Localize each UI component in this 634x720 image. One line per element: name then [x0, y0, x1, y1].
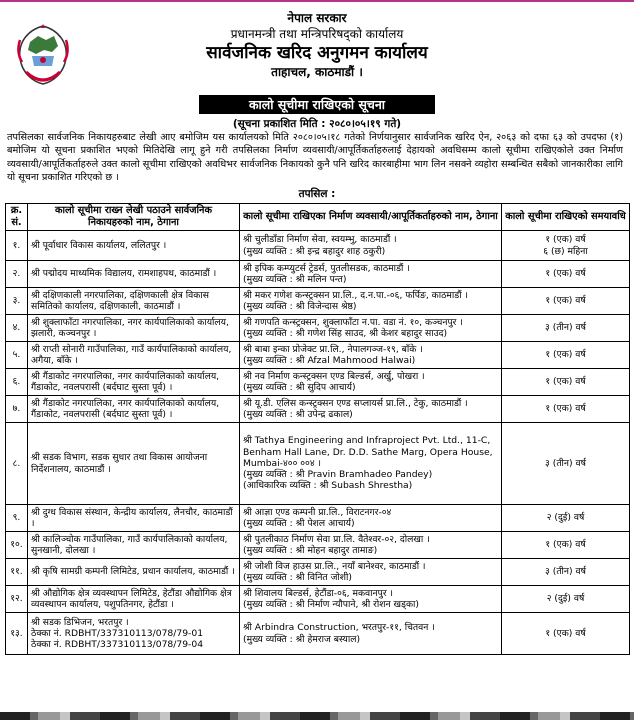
cell-period: १ (एक) वर्ष [502, 261, 630, 288]
header-office-name: सार्वजनिक खरिद अनुगमन कार्यालय [206, 43, 428, 63]
cell-contractor: श्री शिवालय बिल्डर्स, हेटौंडा-०६, मकवानपुर । (मुख्य व्यक्ति : श्री निर्माण न्यौपाने, श्री रोशन खड्का) [240, 586, 502, 613]
cell-contractor: श्री आज्ञा एण्ड कम्पनी प्रा.लि., विराटनगर-०४ (मुख्य व्यक्ति : श्री पेशल आचार्य) [240, 505, 502, 532]
cell-period: १ (एक) वर्ष [502, 342, 630, 369]
cell-serial: १२. [6, 586, 28, 613]
table-row [6, 586, 630, 613]
notice-title-banner: कालो सूचीमा राखिएको सूचना [199, 95, 435, 114]
header-agency: कालो सूचीमा राख्न लेखी पठाउने सार्वजनिक निकायहरुको नाम, ठेगाना [28, 204, 240, 231]
cell-contractor: श्री जोशी विज हाउस प्रा.लि., नयाँ बानेश्वर, काठमाडौं । (मुख्य व्यक्ति : श्री विनित जोशी) [240, 559, 502, 586]
bottom-color-bar [0, 712, 634, 720]
cell-agency: श्री सडक विभाग, सडक सुधार तथा विकास आयोजना निर्देशनालय, काठमाडौं । [28, 423, 240, 505]
cell-agency: श्री दुग्ध विकास संस्थान, केन्द्रीय कार्यालय, लैनचौर, काठमाडौं । [28, 505, 240, 532]
table-row [6, 342, 630, 369]
blacklist-table [5, 203, 630, 655]
cell-period: १ (एक) वर्ष [502, 288, 630, 315]
table-row [6, 315, 630, 342]
header-serial: क्र. सं. [6, 204, 28, 231]
cell-agency: श्री औद्योगिक क्षेत्र व्यवस्थापन लिमिटेड, हेटौंडा औद्योगिक क्षेत्र व्यवस्थापन कार्यालय, पशुपतिनगर, हेटौंडा । [28, 586, 240, 613]
cell-agency: श्री गैंडाकोट नगरपालिका, नगर कार्यपालिकाको कार्यालय, गैंडाकोट, नवलपरासी (बर्दघाट सुस्ता पूर्व) । [28, 396, 240, 423]
office-header [0, 4, 634, 80]
cell-contractor: श्री पुतलीकाठ निर्माण सेवा प्रा.लि. वैतेश्वर-०२, दोलखा । (मुख्य व्यक्ति : श्री मोहन बहादुर तामाङ) [240, 532, 502, 559]
table-row [6, 505, 630, 532]
cell-agency: श्री गैंडाकोट नगरपालिका, नगर कार्यपालिकाको कार्यालय, गैंडाकोट, नवलपरासी (बर्दघाट सुस्ता पूर्व) । [28, 369, 240, 396]
table-row [6, 423, 630, 505]
cell-serial: १३. [6, 613, 28, 655]
table-row [6, 369, 630, 396]
table-header-row [6, 204, 630, 231]
cell-contractor: श्री नव निर्माण कन्स्ट्रक्सन एण्ड बिल्डर्स, अर्खु, पोखरा । (मुख्य व्यक्ति : श्री सुदिप आचार्य) [240, 369, 502, 396]
list-heading: तपसिल : [298, 188, 336, 200]
cell-contractor: श्री यू.डी. एलिस कन्स्ट्रक्सन एण्ड सप्लायर्स प्रा.लि., टेकु, काठमाडौं । (मुख्य व्यक्ति : श्री उपेन्द्र ढकाल) [240, 396, 502, 423]
table-row [6, 613, 630, 655]
cell-contractor: श्री मकर गणेश कन्स्ट्रक्सन प्रा.लि., द.न.पा.-०६, फर्पिङ, काठमाडौं । (मुख्य व्यक्ति : श्री विजेन्दास श्रेष्ठ) [240, 288, 502, 315]
cell-period: ३ (तीन) वर्ष [502, 559, 630, 586]
cell-agency: श्री सडक डिभिजन, भरतपुर । ठेक्का नं. RDBHT/337310113/078/79-01 ठेक्का नं. RDBHT/337310113/078/79-04 [28, 613, 240, 655]
cell-contractor: श्री गणपति कन्स्ट्रक्सन, शुक्लाफाँटा न.पा. वडा नं. १०, कञ्चनपुर । (मुख्य व्यक्ति : श्री गणेश सिंह साउद, श्री केशर बहादुर साउद) [240, 315, 502, 342]
table-row [6, 396, 630, 423]
cell-agency: श्री पूर्वाधार विकास कार्यालय, ललितपुर । [28, 231, 240, 261]
cell-contractor: श्री Tathya Engineering and Infraproject Pvt. Ltd., 11-C, Benham Hall Lane, Dr. D.D. Sathe Marg, Opera House, Mumbai-४०० ००४ । (मुख्य व्यक्ति : श्री Pravin Bramhadeo Pandey) (आधिकारिक व्यक्ति : श्री Subash Shrestha) [240, 423, 502, 505]
table-row [6, 288, 630, 315]
cell-period: १ (एक) वर्ष [502, 532, 630, 559]
cell-contractor: श्री इपिक कम्प्युटर्स ट्रेडर्स, पुतलीसडक, काठमाडौं । (मुख्य व्यक्ति : श्री मलिन पन्त) [240, 261, 502, 288]
cell-contractor: श्री बाबा इन्का प्रोजेक्ट प्रा.लि., नेपालगञ्ज-१९, बाँके । (मुख्य व्यक्ति : श्री Afzal Mahmood Halwai) [240, 342, 502, 369]
header-ministry: प्रधानमन्त्री तथा मन्त्रिपरिषद्को कार्यालय [230, 27, 404, 41]
cell-serial: ५. [6, 342, 28, 369]
header-period: कालो सूचीमा राखिएको समयावधि [502, 204, 630, 231]
cell-contractor: श्री चुलीडाँडा निर्माण सेवा, स्वयम्भु, काठमाडौं । (मुख्य व्यक्ति : श्री इन्द्र बहादुर शाह ठकुरी) [240, 231, 502, 261]
cell-serial: १. [6, 231, 28, 261]
header-contractor: कालो सूचीमा राखिएका निर्माण व्यवसायी/आपूर्तिकर्ताहरुको नाम, ठेगाना [240, 204, 502, 231]
cell-serial: ७. [6, 396, 28, 423]
table-row [6, 231, 630, 261]
cell-period: १ (एक) वर्ष [502, 369, 630, 396]
header-government: नेपाल सरकार [287, 11, 347, 25]
table-row [6, 559, 630, 586]
cell-serial: ४. [6, 315, 28, 342]
notice-intro-paragraph: तपसिलका सार्वजनिक निकायहरुबाट लेखी आए बमोजिम यस कार्यालयको मिति २०८०।०५।१८ गतेको निर्णयानुसार सार्वजनिक खरिद ऐन, २०६३ को दफा ६३ को उपदफा (१) बमोजिम यो सूचना प्रकाशित भएको मितिदेखि लागू हुने गरी तपसिलका निर्माण व्यवसायी/आपूर्तिकर्ताहरुलाई देहायको अवधिसम्म कालो सूचीमा राखिएकोले उक्त निर्माण व्यवसायी/आपूर्तिकर्ताहरुले उक्त कालो सूचीमा राखिएको अवधिभर सार्वजनिक निकायको कुनै पनि खरिद कारबाहीमा भाग लिन नसक्ने व्यहोरा सम्बन्धित सबैको जानकारीका लागि यो सूचना प्रकाशित गरिएको छ । [7, 132, 623, 184]
cell-contractor: श्री Arbindra Construction, भरतपुर-११, चितवन । (मुख्य व्यक्ति : श्री हेमराज बस्याल) [240, 613, 502, 655]
publish-date: (सूचना प्रकाशित मिति : २०८०।०५।१९ गते) [232, 118, 402, 130]
cell-serial: ११. [6, 559, 28, 586]
cell-serial: ३. [6, 288, 28, 315]
cell-period: २ (दुई) वर्ष [502, 505, 630, 532]
cell-serial: १०. [6, 532, 28, 559]
cell-serial: ९. [6, 505, 28, 532]
cell-serial: ६. [6, 369, 28, 396]
cell-agency: श्री दक्षिणकाली नगरपालिका, दक्षिणकाली क्षेत्र विकास समितिको कार्यालय, दक्षिणकाली, काठमाडौं । [28, 288, 240, 315]
cell-agency: श्री पद्मोदय माध्यमिक विद्यालय, रामशाहपथ, काठमाडौं । [28, 261, 240, 288]
cell-serial: ८. [6, 423, 28, 505]
cell-period: १ (एक) वर्ष ६ (छ) महिना [502, 231, 630, 261]
cell-agency: श्री शुक्लाफाँटा नगरपालिका, नगर कार्यपालिकाको कार्यालय, झलारी, कञ्चनपुर । [28, 315, 240, 342]
table-row [6, 261, 630, 288]
cell-agency: श्री राप्ती सोनारी गाउँपालिका, गाउँ कार्यपालिकाको कार्यालय, अगैया, बाँके । [28, 342, 240, 369]
cell-serial: २. [6, 261, 28, 288]
cell-period: १ (एक) वर्ष [502, 396, 630, 423]
top-border-line [0, 0, 634, 2]
cell-period: ३ (तीन) वर्ष [502, 423, 630, 505]
table-row [6, 532, 630, 559]
cell-period: १ (एक) वर्ष [502, 613, 630, 655]
cell-agency: श्री कालिञ्चोक गाउँपालिका, गाउँ कार्यपालिकाको कार्यालय, सुनखानी, दोलखा । [28, 532, 240, 559]
header-address: ताहाचल, काठमाडौं । [271, 65, 363, 79]
cell-agency: श्री कृषि सामग्री कम्पनी लिमिटेड, प्रधान कार्यालय, काठमाडौं । [28, 559, 240, 586]
cell-period: ३ (तीन) वर्ष [502, 315, 630, 342]
cell-period: २ (दुई) वर्ष [502, 586, 630, 613]
